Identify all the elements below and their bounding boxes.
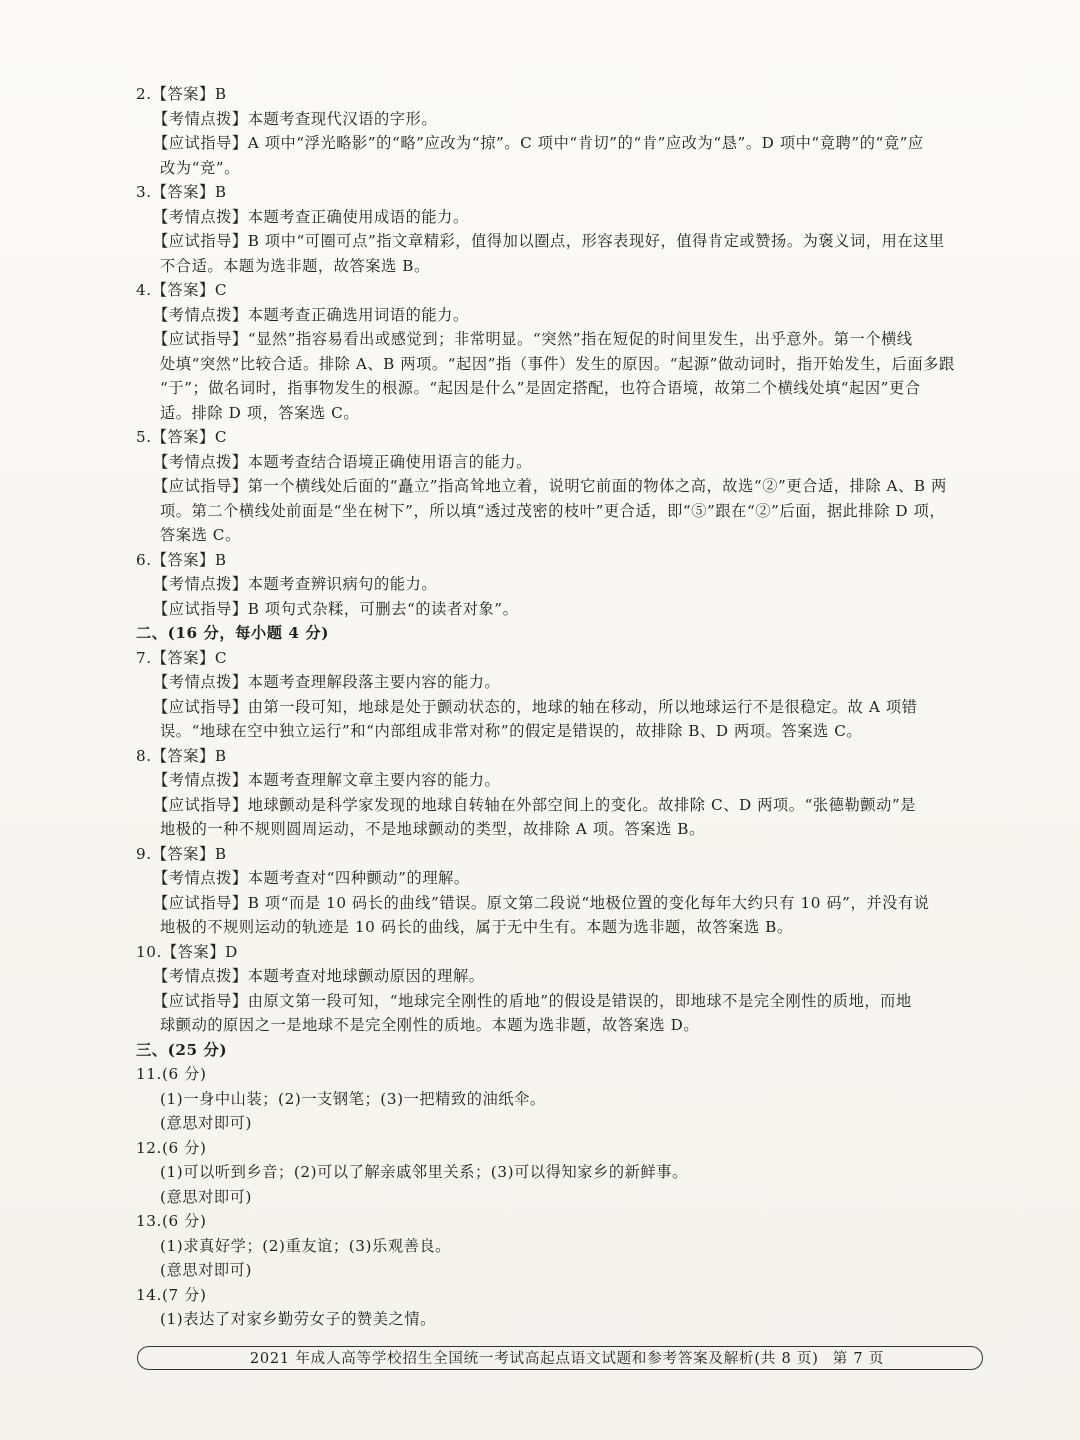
answer-line: 【考情点拨】本题考查正确使用成语的能力。: [153, 207, 469, 226]
answer-line: 9.【答案】B: [136, 844, 227, 863]
answer-line: 【应试指导】地球颤动是科学家发现的地球自转轴在外部空间上的变化。故排除 C、D 两项。“张德勒颤动”是: [153, 795, 917, 814]
answer-line: 【考情点拨】本题考查现代汉语的字形。: [153, 109, 438, 128]
answer-line: 7.【答案】C: [136, 648, 228, 667]
answer-line: 适。排除 D 项，答案选 C。: [160, 403, 360, 422]
answer-line: 8.【答案】B: [136, 746, 227, 765]
answer-line: 【考情点拨】本题考查正确选用词语的能力。: [153, 305, 469, 324]
answer-line: 【考情点拨】本题考查结合语境正确使用语言的能力。: [153, 452, 532, 471]
answer-line: (意思对即可): [160, 1114, 252, 1132]
answer-line: 【应试指导】B 项中“可圈可点”指文章精彩，值得加以圈点，形容表现好，值得肯定或赞扬。为褒义词，用在这里: [153, 232, 945, 250]
answer-line: 【考情点拨】本题考查对地球颤动原因的理解。: [153, 967, 485, 985]
answer-line: 【应试指导】B 项“而是 10 码长的曲线”错误。原文第二段说“地极位置的变化每年大约只有 10 码”，并没有说: [153, 893, 930, 912]
page-footer: [137, 1346, 983, 1370]
answer-line: 【考情点拨】本题考查理解文章主要内容的能力。: [153, 771, 501, 789]
answer-line: 14.(7 分): [136, 1285, 207, 1304]
answer-line: (1)一身中山装；(2)一支钢笔；(3)一把精致的油纸伞。: [160, 1089, 546, 1108]
answer-line: (1)可以听到乡音；(2)可以了解亲戚邻里关系；(3)可以得知家乡的新鲜事。: [160, 1163, 688, 1181]
answer-line: 3.【答案】B: [136, 183, 227, 201]
answer-line: 【应试指导】第一个横线处后面的“矗立”指高耸地立着，说明它前面的物体之高，故选“②”更合适，排除 A、B 两: [153, 477, 947, 495]
answer-line: (1)求真好学；(2)重友谊；(3)乐观善良。: [160, 1236, 451, 1255]
answer-line: 处填“突然”比较合适。排除 A、B 两项。“起因”指（事件）发生的原因。“起源”做动词时，指开始发生，后面多跟: [160, 354, 955, 373]
answer-line: 【考情点拨】本题考查辨识病句的能力。: [153, 575, 438, 593]
answer-line: 【应试指导】B 项句式杂糅，可删去“的读者对象”。: [153, 599, 519, 618]
answer-line: 项。第二个横线处前面是“坐在树下”，所以填“透过茂密的枝叶”更合适，即“⑤”跟在“②”后面，据此排除 D 项，: [160, 501, 946, 520]
answer-line: 11.(6 分): [136, 1065, 207, 1083]
answer-line: 球颤动的原因之一是地球不是完全刚性的质地。本题为选非题，故答案选 D。: [160, 1016, 700, 1034]
answer-line: 不合适。本题为选非题，故答案选 B。: [160, 256, 430, 275]
page-number: 第 7 页: [832, 1351, 885, 1367]
answer-line: 5.【答案】C: [136, 428, 228, 446]
answer-line: 【应试指导】由原文第一段可知，“地球完全刚性的盾地”的假设是错误的，即地球不是完全刚性的质地，而地: [153, 991, 912, 1010]
answer-line: 答案选 C。: [160, 526, 241, 544]
answer-line: 【考情点拨】本题考查对“四种颤动”的理解。: [153, 869, 470, 887]
answer-line: 地极的一种不规则圆周运动，不是地球颤动的类型，故排除 A 项。答案选 B。: [160, 820, 705, 838]
answer-line: “于”；做名词时，指事物发生的根源。“起因是什么”是固定搭配，也符合语境，故第二个横线处填“起因”更合: [160, 379, 921, 397]
answer-line: 2.【答案】B: [136, 85, 227, 103]
answer-line: 6.【答案】B: [136, 550, 227, 569]
answer-line: 12.(6 分): [136, 1138, 207, 1157]
footer-title: 2021 年成人高等学校招生全国统一考试高起点语文试题和参考答案及解析(共 8 页): [249, 1351, 819, 1367]
answer-line: 【考情点拨】本题考查理解段落主要内容的能力。: [153, 673, 501, 691]
answer-line: 【应试指导】由第一段可知，地球是处于颤动状态的，地球的轴在移动，所以地球运行不是很稳定。故 A 项错: [153, 697, 918, 716]
answer-line: (意思对即可): [160, 1187, 252, 1206]
answer-line: 地极的不规则运动的轨迹是 10 码长的曲线，属于无中生有。本题为选非题，故答案选 B。: [160, 918, 793, 936]
answer-line: 4.【答案】C: [136, 281, 228, 299]
answer-line: 改为“竞”。: [160, 158, 240, 177]
section-heading: 三、(25 分): [136, 1040, 228, 1059]
section-heading: 二、(16 分，每小题 4 分): [136, 624, 330, 642]
answer-line: 13.(6 分): [136, 1212, 207, 1230]
answer-line: 【应试指导】A 项中“浮光略影”的“略”应改为“掠”。C 项中“肯切”的“肯”应改为“恳”。D 项中“竟聘”的“竟”应: [153, 134, 924, 152]
answer-line: (意思对即可): [160, 1261, 252, 1279]
answer-line: 10.【答案】D: [136, 942, 238, 961]
answer-line: 误。“地球在空中独立运行”和“内部组成非常对称”的假定是错误的，故排除 B、D 两项。答案选 C。: [160, 722, 863, 740]
answer-line: (1)表达了对家乡勤劳女子的赞美之情。: [160, 1310, 436, 1328]
answer-content: [136, 82, 992, 1332]
answer-line: 【应试指导】“显然”指容易看出或感觉到；非常明显。“突然”指在短促的时间里发生，出乎意外。第一个横线: [153, 330, 913, 348]
